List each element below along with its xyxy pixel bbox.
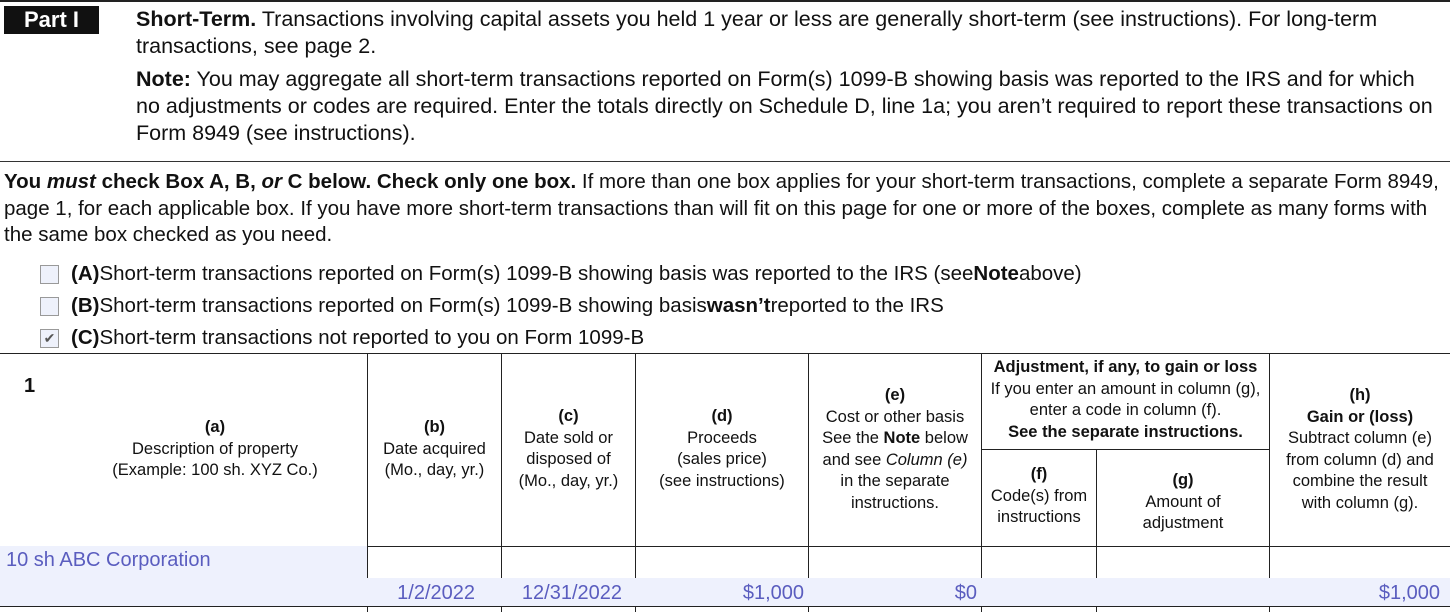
header-h-line: from column (d) and — [1286, 450, 1434, 469]
header-h-line: with column (g). — [1301, 493, 1419, 512]
header-f-label: (f) — [1030, 465, 1048, 483]
box-b-text: Short-term transactions reported on Form(s) 1099-B showing basis — [99, 294, 707, 317]
header-e-line: below — [920, 429, 968, 447]
header-c-label: (c) — [558, 407, 579, 425]
note-paragraph — [136, 66, 1436, 147]
header-c-line: disposed of — [526, 450, 611, 468]
divider — [0, 161, 1450, 162]
header-b-line: Date acquired — [383, 439, 486, 458]
header-e-line: in the separate — [840, 472, 950, 490]
box-b-checkbox[interactable] — [40, 297, 59, 316]
adj-bold-line: See the separate instructions. — [1008, 422, 1243, 441]
instr-bold: check Box A, B, — [95, 170, 262, 193]
box-a-letter: (A) — [71, 262, 100, 285]
header-a — [60, 417, 370, 482]
header-b-line: (Mo., day, yr.) — [384, 461, 485, 479]
instr-italic: or — [261, 170, 282, 193]
header-d-label: (d) — [711, 407, 733, 425]
header-d-line: (sales price) — [677, 450, 767, 468]
col-divider — [367, 353, 368, 612]
header-d — [636, 406, 808, 492]
header-c — [502, 406, 635, 492]
short-term-description — [136, 6, 1436, 60]
box-b-option[interactable] — [40, 290, 1082, 322]
header-f-line: Code(s) from — [990, 486, 1088, 505]
section-text: Transactions involving capital assets you held 1 year or less are generally short-term (see instructions). For long-term transactions, see page 2. — [136, 7, 1378, 58]
header-g-line: Amount of — [1145, 492, 1221, 511]
top-border — [0, 0, 1450, 2]
header-e — [809, 385, 981, 514]
gain-loss-field[interactable]: $1,000 — [1378, 582, 1440, 604]
header-f — [982, 464, 1096, 529]
note-label: Note: — [136, 67, 191, 91]
box-c-option[interactable] — [40, 322, 1082, 354]
header-h-title: Gain or (loss) — [1306, 407, 1414, 426]
header-h-line: Subtract column (e) — [1288, 429, 1432, 447]
header-d-line: (see instructions) — [659, 471, 785, 490]
adj-divider — [981, 449, 1269, 450]
header-e-line: See the — [822, 429, 884, 447]
header-b-label: (b) — [423, 418, 446, 436]
header-c-line: (Mo., day, yr.) — [518, 471, 619, 490]
adj-line: If you enter an amount in column (g), — [990, 379, 1261, 398]
box-a-bold: Note — [973, 262, 1019, 285]
header-d-line: Proceeds — [687, 428, 757, 447]
proceeds-field[interactable]: $1,000 — [742, 582, 804, 604]
box-a-text: Short-term transactions reported on Form(s) 1099-B showing basis was reported to the IRS (see — [99, 262, 974, 285]
box-c-letter: (C) — [71, 326, 100, 349]
header-f-line: instructions — [997, 508, 1081, 526]
header-e-line: instructions. — [850, 493, 940, 512]
header-a-label: (a) — [204, 418, 226, 436]
header-e-label: (e) — [884, 386, 906, 404]
instr-italic: must — [46, 170, 96, 193]
date-acquired-field[interactable]: 1/2/2022 — [397, 582, 475, 604]
header-c-line: Date sold or — [524, 428, 613, 447]
adj-title: Adjustment, if any, to gain or loss — [993, 358, 1258, 376]
instr-text: If more than one box applies for your short-term transactions, complete a separate Form 8949, page 1, for each applicable box. If you have more short-term transactions than will fit on this page for one or more of the boxes, complete as many forms with the same box checked as you need. — [4, 170, 1439, 246]
header-e-bold: Note — [883, 429, 921, 447]
header-g-line: adjustment — [1142, 514, 1224, 532]
row-bottom-border — [0, 606, 1450, 607]
box-c-text: Short-term transactions not reported to you on Form 1099-B — [99, 326, 645, 349]
description-value[interactable]: 10 sh ABC Corporation — [6, 549, 211, 571]
box-a-text-end: above) — [1018, 262, 1082, 285]
box-b-letter: (B) — [71, 294, 100, 317]
box-a-checkbox[interactable] — [40, 265, 59, 284]
box-c-checkbox[interactable]: ✔ — [40, 329, 59, 348]
header-g-label: (g) — [1172, 471, 1194, 489]
header-g — [1097, 470, 1269, 535]
header-h — [1270, 385, 1450, 514]
header-a-line: Description of property — [132, 439, 298, 458]
date-sold-field[interactable]: 12/31/2022 — [521, 582, 622, 604]
header-a-line: (Example: 100 sh. XYZ Co.) — [112, 461, 318, 479]
part-badge: Part I — [4, 6, 99, 34]
line-number: 1 — [24, 375, 36, 397]
part-intro — [136, 6, 1436, 147]
box-b-bold: wasn’t — [706, 294, 771, 317]
note-text: You may aggregate all short-term transactions reported on Form(s) 1099-B showing basis was reported to the IRS and for which no adjustments or codes are required. Enter the totals directly on Schedule D, line 1a; you aren’t required to report these transactions on Form 8949 (see instructions). — [136, 67, 1433, 145]
header-e-line: and see — [822, 450, 886, 469]
header-h-line: combine the result — [1292, 472, 1428, 490]
header-e-italic: Column (e) — [885, 450, 968, 469]
header-b — [368, 417, 501, 482]
header-e-line: Cost or other basis — [825, 407, 965, 426]
header-adjustment — [982, 357, 1269, 443]
header-h-label: (h) — [1349, 386, 1371, 404]
instr-bold: You — [4, 170, 47, 193]
box-instructions — [4, 169, 1444, 249]
box-a-option[interactable] — [40, 258, 1082, 290]
table-top-border — [0, 353, 1450, 354]
cost-basis-field[interactable]: $0 — [954, 582, 977, 604]
box-checklist — [40, 258, 1082, 354]
instr-bold: C below. Check only one box. — [281, 170, 577, 193]
section-title: Short-Term. — [136, 7, 257, 31]
adj-line: enter a code in column (f). — [1029, 401, 1222, 419]
box-b-text-end: reported to the IRS — [770, 294, 944, 317]
